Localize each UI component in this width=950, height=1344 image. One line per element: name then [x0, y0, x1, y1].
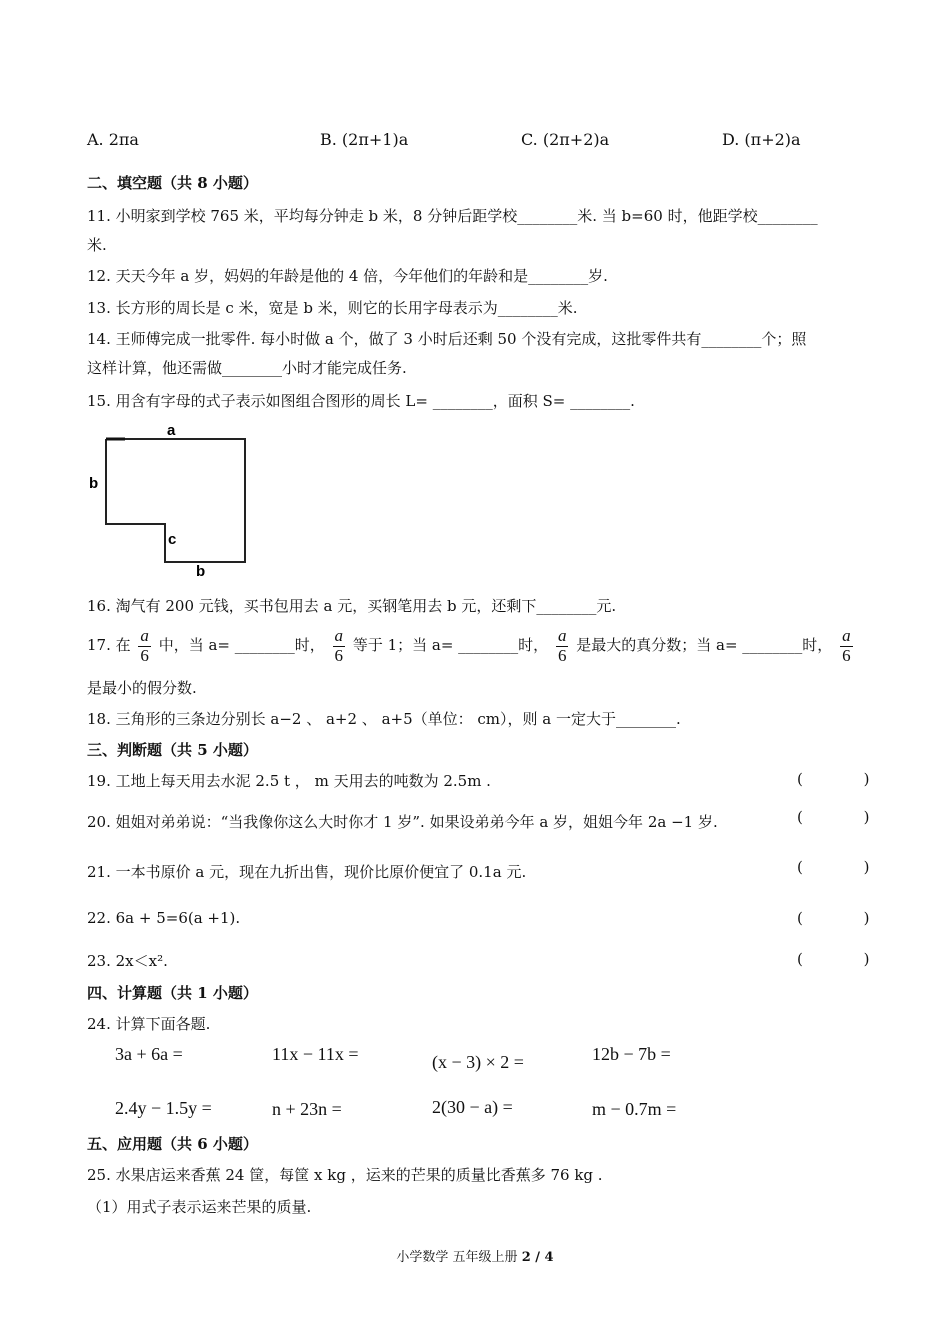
option-b: B. (2π+1)a: [320, 130, 409, 149]
page-footer: [0, 1246, 950, 1265]
calc-item: m − 0.7m =: [592, 1099, 677, 1119]
answer-paren-21[interactable]: ( ): [797, 858, 898, 876]
q17-part4: 是最大的真分数；当 a= ________时，: [576, 636, 833, 654]
question-23: 23. 2x＜x².: [87, 952, 168, 970]
page-number: 2 / 4: [521, 1250, 554, 1265]
question-16: 16. 淘气有 200 元钱，买书包用去 a 元，买钢笔用去 b 元，还剩下________元.: [87, 597, 617, 615]
question-19: 19. 工地上每天用去水泥 2.5 t ， m 天用去的吨数为 2.5m .: [87, 772, 491, 790]
question-17-line1: [87, 624, 856, 666]
question-21: 21. 一本书原价 a 元，现在九折出售，现价比原价便宜了 0.1a 元.: [87, 863, 527, 881]
question-22: 22. 6a + 5=6(a +1).: [87, 909, 241, 927]
answer-paren-23[interactable]: ( ): [797, 950, 898, 968]
question-11-line1: 11. 小明家到学校 765 米，平均每分钟走 b 米，8 分钟后距学校________米. 当 b=60 时，他距学校________: [87, 207, 818, 225]
question-11-line2: 米.: [87, 236, 107, 254]
calc-item: 12b − 7b =: [592, 1044, 671, 1064]
figure-label-b-bottom: b: [196, 563, 206, 580]
question-13: 13. 长方形的周长是 c 米，宽是 b 米，则它的长用字母表示为________米.: [87, 299, 578, 317]
question-14-line1: 14. 王师傅完成一批零件. 每小时做 a 个，做了 3 小时后还剩 50 个没有完成，这批零件共有________个；照: [87, 330, 807, 348]
question-18: 18. 三角形的三条边分别长 a−2 、 a+2 、 a+5（单位： cm），则 a 一定大于________.: [87, 710, 681, 728]
figure-label-c: c: [168, 531, 177, 548]
question-25-line2: （1）用式子表示运来芒果的质量.: [87, 1198, 312, 1216]
section-fill-heading: 二、填空题（共 8 小题）: [87, 174, 258, 192]
calc-item: 3a + 6a =: [115, 1044, 183, 1064]
option-a: A. 2πa: [87, 130, 139, 149]
question-17-line2: 是最小的假分数.: [87, 679, 197, 697]
question-20: 20. 姐姐对弟弟说：“当我像你这么大时你才 1 岁”. 如果设弟弟今年 a 岁，姐姐今年 2a −1 岁.: [87, 813, 718, 831]
question-14-line2: 这样计算，他还需做________小时才能完成任务.: [87, 359, 407, 377]
section-calc-heading: 四、计算题（共 1 小题）: [87, 984, 258, 1002]
question-15: 15. 用含有字母的式子表示如图组合图形的周长 L= ________，面积 S= ________.: [87, 392, 635, 410]
fraction-a-over-6: $\frac{a}{6}$: [557, 625, 567, 665]
fraction-a-over-6: $\frac{a}{6}$: [842, 625, 851, 665]
calc-item: (x − 3) × 2 =: [432, 1052, 524, 1072]
fraction-a-over-6: $\frac{a}{6}$: [334, 625, 344, 665]
calc-item: 11x − 11x =: [272, 1044, 359, 1064]
q17-part3: 等于 1；当 a= ________时，: [352, 636, 549, 654]
option-c: C. (2π+2)a: [521, 130, 610, 149]
question-24-title: 24. 计算下面各题.: [87, 1015, 211, 1033]
figure-label-b-left: b: [89, 475, 99, 492]
question-12: 12. 天天今年 a 岁，妈妈的年龄是他的 4 倍，今年他们的年龄和是________岁.: [87, 267, 608, 285]
section-apply-heading: 五、应用题（共 6 小题）: [87, 1135, 258, 1153]
option-d: D. (π+2)a: [722, 130, 801, 149]
composite-figure: [85, 420, 265, 580]
question-25-line1: 25. 水果店运来香蕉 24 筐，每筐 x kg ，运来的芒果的质量比香蕉多 76 kg .: [87, 1166, 603, 1184]
calc-item: n + 23n =: [272, 1099, 342, 1119]
figure-label-a: a: [167, 422, 176, 439]
calc-item: 2(30 − a) =: [432, 1097, 513, 1117]
q17-part1: 17. 在: [87, 636, 131, 654]
answer-paren-19[interactable]: ( ): [797, 770, 898, 788]
calc-item: 2.4y − 1.5y =: [115, 1098, 212, 1118]
q17-part2: 中，当 a= ________时，: [158, 636, 325, 654]
section-judge-heading: 三、判断题（共 5 小题）: [87, 741, 258, 759]
footer-text: 小学数学 五年级上册: [396, 1250, 522, 1265]
answer-paren-20[interactable]: ( ): [797, 808, 898, 826]
fraction-a-over-6: $\frac{a}{6}$: [140, 625, 149, 665]
answer-paren-22[interactable]: ( ): [797, 909, 898, 927]
